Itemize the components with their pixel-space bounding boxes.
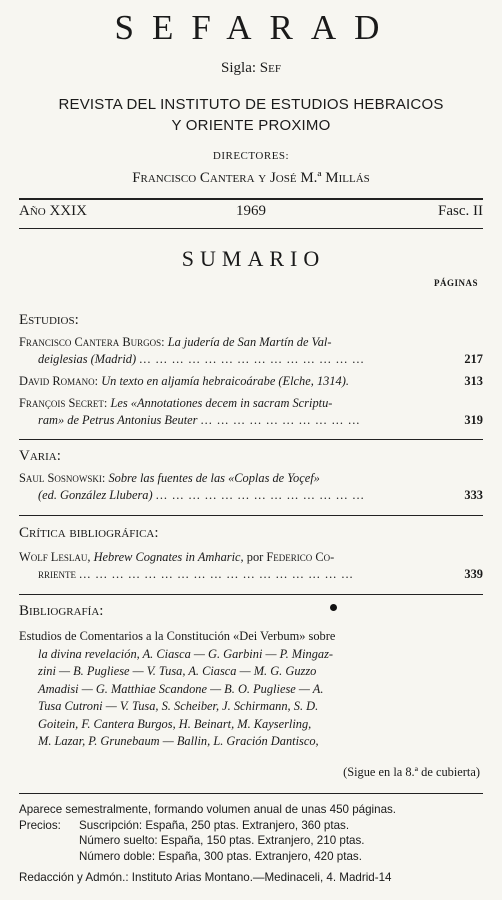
entry-page-number: 313 [464, 374, 483, 388]
entry-title: Les «Annotationes decem in sacram Scriptu- [110, 396, 333, 410]
bibliografia-line: Amadisi — G. Matthiae Scandone — B. O. Pugliese — A. [38, 681, 324, 696]
bibliografia-line: Estudios de Comentarios a la Constitución «Dei Verbum» sobre [19, 629, 336, 643]
entry-title: La judería de San Martín de Val- [167, 335, 332, 349]
bibliografia-line: zini — B. Pugliese — V. Tusa, A. Ciasca — M. G. Guzzo [38, 664, 317, 678]
entry-page-number: 339 [464, 567, 483, 581]
issue-year-label: Año XXIX [19, 203, 87, 219]
section-heading-varia: Varia: [19, 448, 61, 464]
bibliografia-line: la divina revelación, A. Ciasca — G. Garbini — P. Mingaz- [38, 646, 334, 661]
entry-author: David Romano: [19, 374, 99, 388]
toc-entry [19, 470, 483, 504]
toc-entry [19, 334, 483, 368]
directores-names: Francisco Cantera y José M.ª Millás [132, 170, 370, 186]
precios-line: Suscripción: España, 250 ptas. Extranjero, 360 ptas. [79, 818, 350, 832]
entry-reviewer-cont: rriente [38, 567, 76, 581]
bibliografia-text [19, 628, 483, 751]
entry-author: Wolf Leslau, [19, 550, 91, 564]
issue-rule [19, 228, 483, 229]
precios-label: Precios: [19, 818, 61, 832]
section-heading-bibliografia: Bibliografía: [19, 603, 104, 619]
toc-entry [19, 373, 483, 390]
issue-row [19, 203, 483, 223]
precios-line: Número doble: España, 300 ptas. Extranjero, 420 ptas. [79, 849, 362, 863]
continued-note: (Sigue en la 8.ª de cubierta) [343, 765, 480, 779]
sigla [0, 60, 502, 77]
precios-line: Número suelto: España, 150 ptas. Extranjero, 210 ptas. [79, 834, 365, 847]
bibliografia-line: Tusa Cutroni — V. Tusa, S. Scheiber, J. Schirmann, S. D. [38, 699, 319, 713]
entry-connector: por [246, 550, 264, 564]
header-rule [19, 198, 483, 200]
entry-title-cont: deiglesias (Madrid) [38, 352, 137, 366]
footer-publication-note: Aparece semestralmente, formando volumen anual de unas 450 páginas. [19, 803, 397, 816]
entry-page-number: 217 [464, 352, 483, 366]
leader-dots: ... ... ... ... ... ... ... ... ... ... ... ... ... ... ... ... ... [79, 567, 354, 581]
entry-author: Francisco Cantera Burgos: [19, 335, 165, 349]
entry-title-cont: (ed. González Llubera) [38, 488, 153, 502]
entry-title: Sobre las fuentes de las «Coplas de Yoçef» [108, 471, 320, 485]
entry-author: François Secret: [19, 396, 108, 410]
section-rule [19, 594, 483, 595]
footer [19, 802, 483, 886]
journal-subtitle [0, 94, 502, 136]
footer-address: Redacción y Admón.: Instituto Arias Montano.—Medinaceli, 4. Madrid-14 [19, 871, 392, 884]
leader-dots: ... ... ... ... ... ... ... ... ... ... [200, 413, 361, 427]
paginas-label: PÁGINAS [433, 278, 478, 288]
sumario-title: SUMARIO [181, 246, 326, 271]
leader-dots: ... ... ... ... ... ... ... ... ... ... ... ... ... [155, 488, 365, 502]
issue-year: 1969 [236, 203, 266, 219]
toc-entry [19, 395, 483, 429]
directores-label: DIRECTORES: [212, 150, 290, 162]
section-rule [19, 439, 483, 440]
section-rule [19, 515, 483, 516]
sigla-label: Sigla: [221, 60, 257, 76]
section-heading-estudios: Estudios: [19, 312, 79, 328]
section-heading-critica: Crítica bibliográfica: [19, 525, 159, 541]
issue-fascicle: Fasc. II [438, 203, 483, 219]
journal-subtitle-line1: REVISTA DEL INSTITUTO DE ESTUDIOS HEBRAICOS [58, 96, 444, 113]
toc-entry [19, 549, 483, 583]
entry-page-number: 333 [464, 488, 483, 502]
entry-page-number: 319 [464, 413, 483, 427]
sigla-value: Sef [259, 60, 281, 76]
ink-mark [330, 604, 337, 611]
entry-reviewer: Federico Co- [266, 550, 335, 564]
bibliografia-line: M. Lazar, P. Grunebaum — Ballin, L. Gración Dantisco, [38, 734, 319, 748]
entry-title: Un texto en aljamía hebraicoárabe (Elche, 1314). [101, 374, 349, 388]
journal-subtitle-line2: Y ORIENTE PROXIMO [171, 117, 331, 134]
bibliografia-line: Goitein, F. Cantera Burgos, H. Beinart, M. Kayserling, [38, 716, 312, 731]
entry-author: Saul Sosnowski: [19, 471, 106, 485]
leader-dots: ... ... ... ... ... ... ... ... ... ... ... ... ... ... [139, 352, 365, 366]
entry-title: Hebrew Cognates in Amharic, [93, 550, 244, 564]
entry-title-cont: ram» de Petrus Antonius Beuter [38, 413, 198, 427]
footer-rule [19, 793, 483, 794]
journal-title: SEFARAD [114, 8, 398, 47]
